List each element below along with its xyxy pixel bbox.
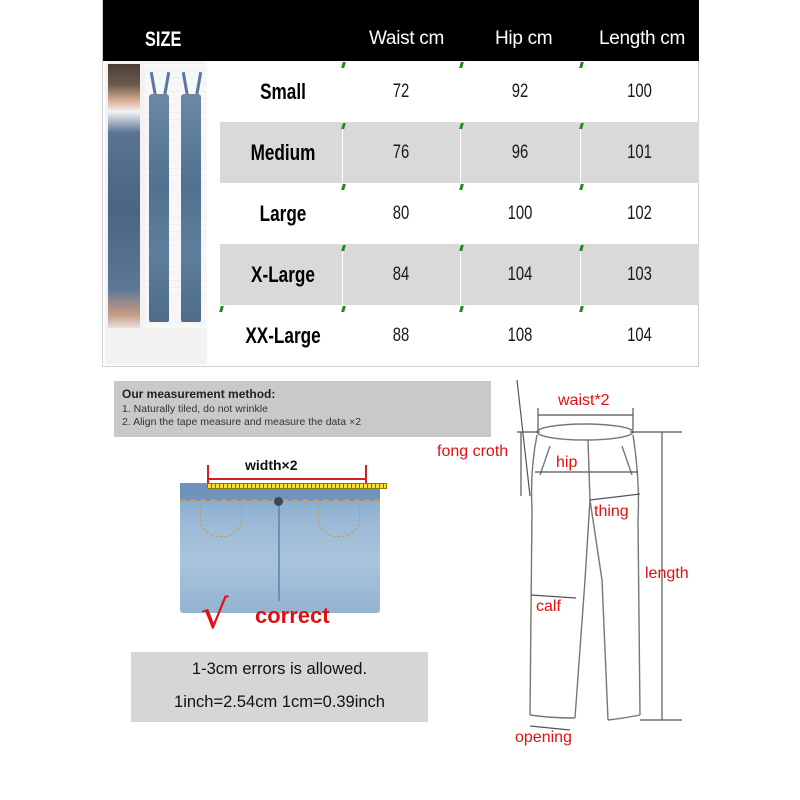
product-photos bbox=[105, 61, 207, 365]
tape-measure bbox=[207, 483, 387, 489]
hip-value: 96 bbox=[511, 142, 529, 163]
cell-marker bbox=[341, 306, 346, 312]
cell-marker bbox=[219, 306, 224, 312]
tolerance-note bbox=[131, 652, 428, 722]
hip-value: 100 bbox=[507, 203, 533, 224]
label-hip: hip bbox=[556, 454, 578, 471]
table-row-small bbox=[220, 61, 699, 122]
table-row-medium bbox=[220, 122, 699, 183]
label-front-crotch: fong croth bbox=[437, 443, 509, 460]
jeans-fly bbox=[278, 501, 280, 601]
cell-marker bbox=[579, 306, 584, 312]
method-step-1: 1. Naturally tiled, do not wrinkle bbox=[122, 403, 268, 415]
length-value: 101 bbox=[627, 142, 652, 163]
label-thigh: thing bbox=[594, 503, 629, 520]
waist-value: 84 bbox=[392, 264, 410, 285]
size-label: XX-Large bbox=[245, 323, 321, 348]
jeans-pocket bbox=[318, 507, 360, 537]
jeans-button bbox=[274, 497, 283, 506]
cell-marker bbox=[341, 245, 346, 251]
length-value: 103 bbox=[627, 264, 652, 285]
cell-marker bbox=[341, 184, 346, 190]
method-step-2: 2. Align the tape measure and measure the data ×2 bbox=[122, 416, 362, 428]
cell-marker bbox=[579, 62, 584, 68]
measure-guide-line bbox=[207, 478, 366, 480]
checkmark-icon: √ bbox=[200, 592, 229, 638]
hip-value: 104 bbox=[507, 264, 533, 285]
cell-marker bbox=[459, 123, 464, 129]
length-value: 100 bbox=[627, 81, 652, 102]
cell-marker bbox=[579, 123, 584, 129]
size-label: Small bbox=[260, 79, 306, 104]
table-row-large bbox=[220, 183, 699, 244]
cell-marker bbox=[459, 62, 464, 68]
hip-value: 92 bbox=[511, 81, 529, 102]
width-measure-label: width×2 bbox=[245, 457, 298, 473]
error-tolerance-text: 1-3cm errors is allowed. bbox=[191, 660, 368, 678]
label-calf: calf bbox=[536, 598, 561, 615]
waist-value: 72 bbox=[392, 81, 410, 102]
header-length: Length cm bbox=[599, 28, 686, 49]
unit-conversion-text: 1inch=2.54cm 1cm=0.39inch bbox=[174, 693, 385, 711]
waist-value: 80 bbox=[392, 203, 410, 224]
size-label: X-Large bbox=[251, 262, 315, 287]
label-opening: opening bbox=[515, 729, 572, 746]
cell-marker bbox=[459, 245, 464, 251]
cell-marker bbox=[341, 62, 346, 68]
label-waist: waist*2 bbox=[558, 392, 610, 409]
table-row-xx-large bbox=[220, 305, 699, 366]
cell-marker bbox=[459, 184, 464, 190]
table-header-row bbox=[103, 0, 699, 61]
pants-measurement-diagram bbox=[430, 380, 730, 760]
cell-marker bbox=[579, 184, 584, 190]
size-label: Medium bbox=[250, 140, 316, 165]
woman-wearing-overalls-photo bbox=[108, 64, 140, 328]
cell-marker bbox=[341, 123, 346, 129]
correct-label: correct bbox=[255, 603, 330, 628]
header-hip: Hip cm bbox=[495, 28, 553, 49]
length-value: 102 bbox=[627, 203, 652, 224]
table-row-x-large bbox=[220, 244, 699, 305]
waist-value: 76 bbox=[392, 142, 410, 163]
size-label: Large bbox=[259, 201, 307, 226]
label-length: length bbox=[645, 565, 689, 582]
jeans-measurement-example bbox=[180, 445, 380, 638]
method-title: Our measurement method: bbox=[122, 387, 276, 401]
size-chart-table bbox=[102, 0, 699, 367]
hip-value: 108 bbox=[507, 325, 533, 346]
cell-marker bbox=[459, 306, 464, 312]
cell-marker bbox=[579, 245, 584, 251]
header-size: SIZE bbox=[145, 28, 182, 51]
waist-value: 88 bbox=[392, 325, 410, 346]
hanging-overalls-photo bbox=[145, 64, 207, 328]
jeans-pocket bbox=[200, 507, 242, 537]
header-waist: Waist cm bbox=[369, 28, 445, 49]
length-value: 104 bbox=[627, 325, 652, 346]
